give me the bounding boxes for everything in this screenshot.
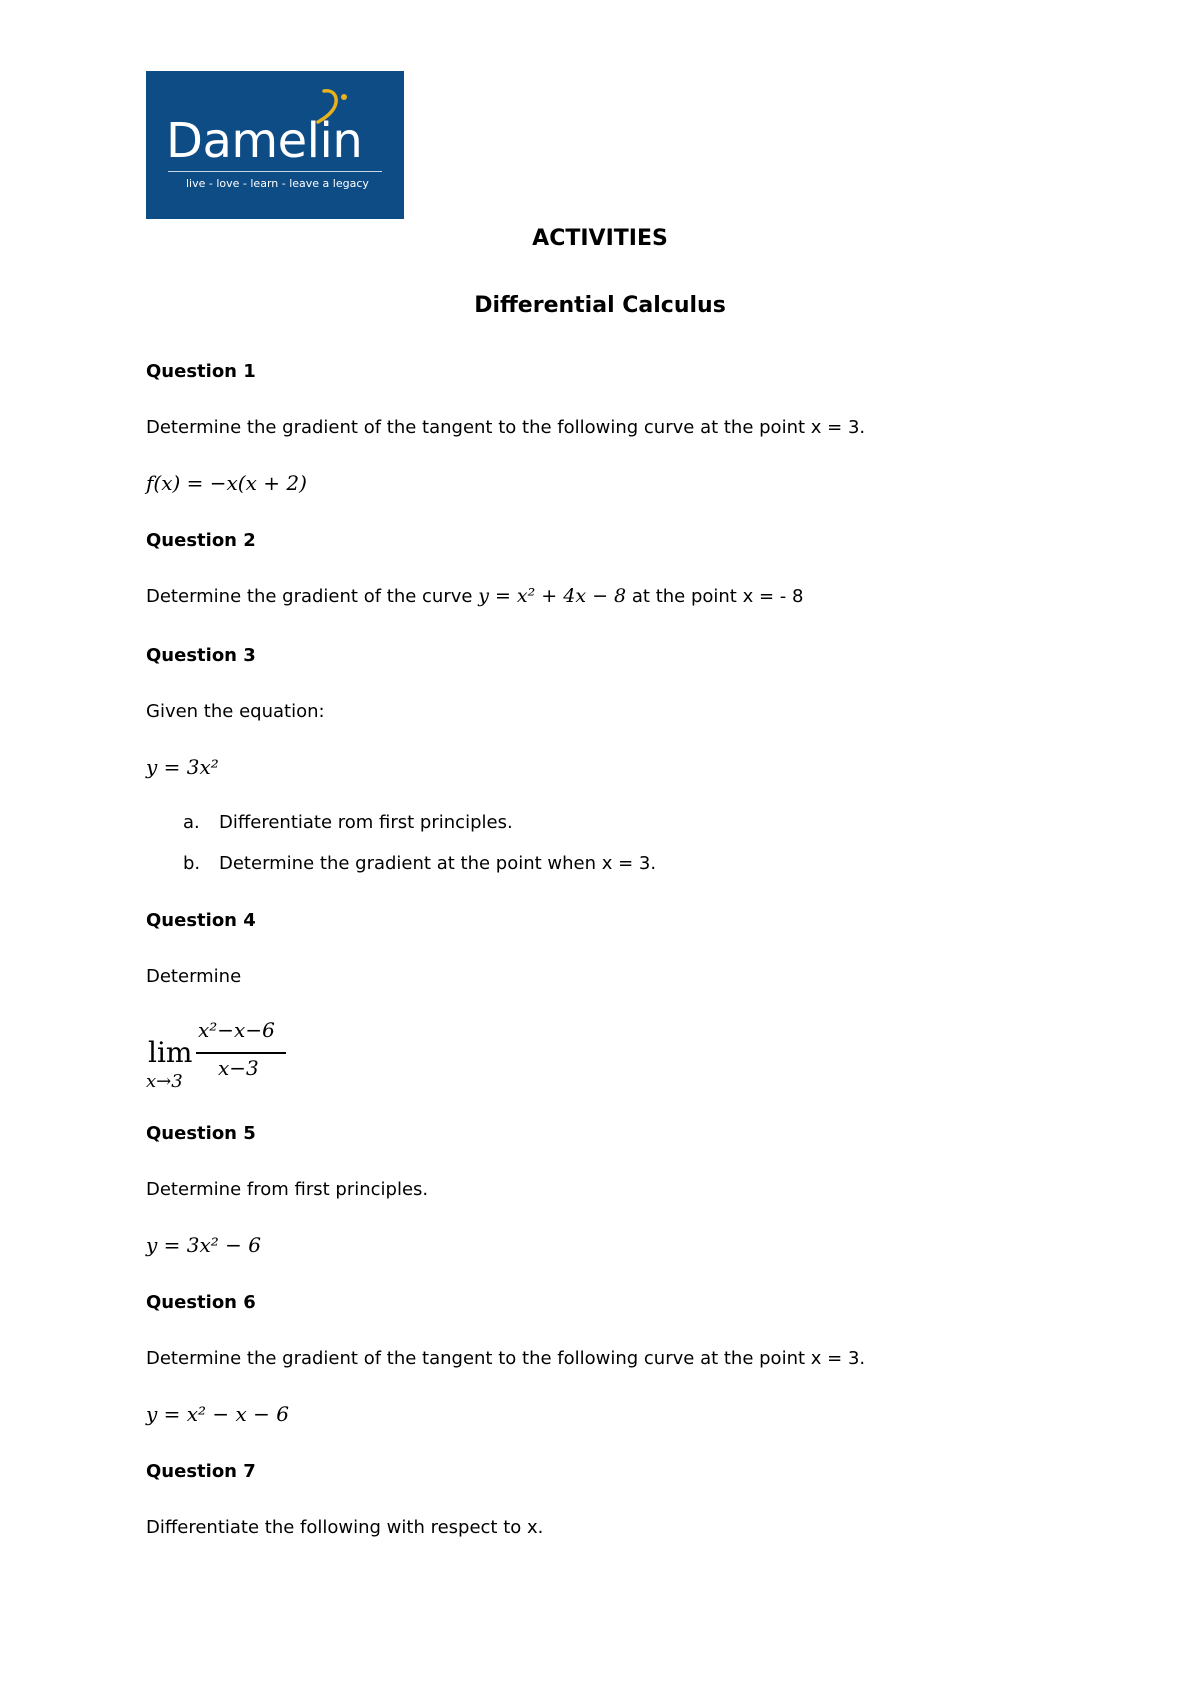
question-2-heading: Question 2 — [146, 530, 256, 551]
question-3-item-a — [183, 812, 513, 833]
question-3-equation: y = 3x² — [146, 755, 219, 779]
list-item-text: Determine the gradient at the point when x = 3. — [219, 853, 657, 874]
question-5-text: Determine from first principles. — [146, 1179, 429, 1200]
logo-tagline: live - love - learn - leave a legacy — [186, 177, 369, 190]
list-marker: a. — [183, 812, 200, 833]
question-4-limit-expression — [146, 1018, 306, 1090]
list-marker: b. — [183, 853, 201, 874]
document-subtitle: Differential Calculus — [474, 293, 726, 318]
document-title: ACTIVITIES — [532, 226, 668, 251]
question-7-text: Differentiate the following with respect to x. — [146, 1517, 544, 1538]
question-2-equation: y = x² + 4x − 8 — [478, 585, 627, 607]
fraction-numerator: x²−x−6 — [198, 1018, 275, 1042]
question-3-heading: Question 3 — [146, 645, 256, 666]
limit-word: lim — [148, 1036, 193, 1069]
logo-divider — [168, 171, 382, 172]
question-5-equation: y = 3x² − 6 — [146, 1233, 261, 1257]
question-2-text-before: Determine the gradient of the curve — [146, 586, 479, 607]
list-item-text: Differentiate rom first principles. — [219, 812, 513, 833]
fraction-bar — [196, 1052, 286, 1054]
question-1-heading: Question 1 — [146, 361, 256, 382]
question-6-text: Determine the gradient of the tangent to the following curve at the point x = 3. — [146, 1348, 866, 1369]
logo-wordmark: Damelin — [166, 113, 363, 169]
question-3-text: Given the equation: — [146, 701, 325, 722]
question-2-text — [146, 585, 803, 607]
question-6-equation: y = x² − x − 6 — [146, 1402, 290, 1426]
question-7-heading: Question 7 — [146, 1461, 256, 1482]
question-4-heading: Question 4 — [146, 910, 256, 931]
question-1-text: Determine the gradient of the tangent to the following curve at the point x = 3. — [146, 417, 866, 438]
question-2-text-after: at the point x = - 8 — [626, 586, 804, 607]
damelin-logo — [146, 71, 404, 219]
limit-subscript: x→3 — [146, 1071, 183, 1092]
fraction-denominator: x−3 — [218, 1056, 259, 1080]
question-6-heading: Question 6 — [146, 1292, 256, 1313]
question-4-text: Determine — [146, 966, 242, 987]
question-1-equation: f(x) = −x(x + 2) — [146, 471, 307, 495]
question-3-item-b — [183, 853, 656, 874]
question-5-heading: Question 5 — [146, 1123, 256, 1144]
